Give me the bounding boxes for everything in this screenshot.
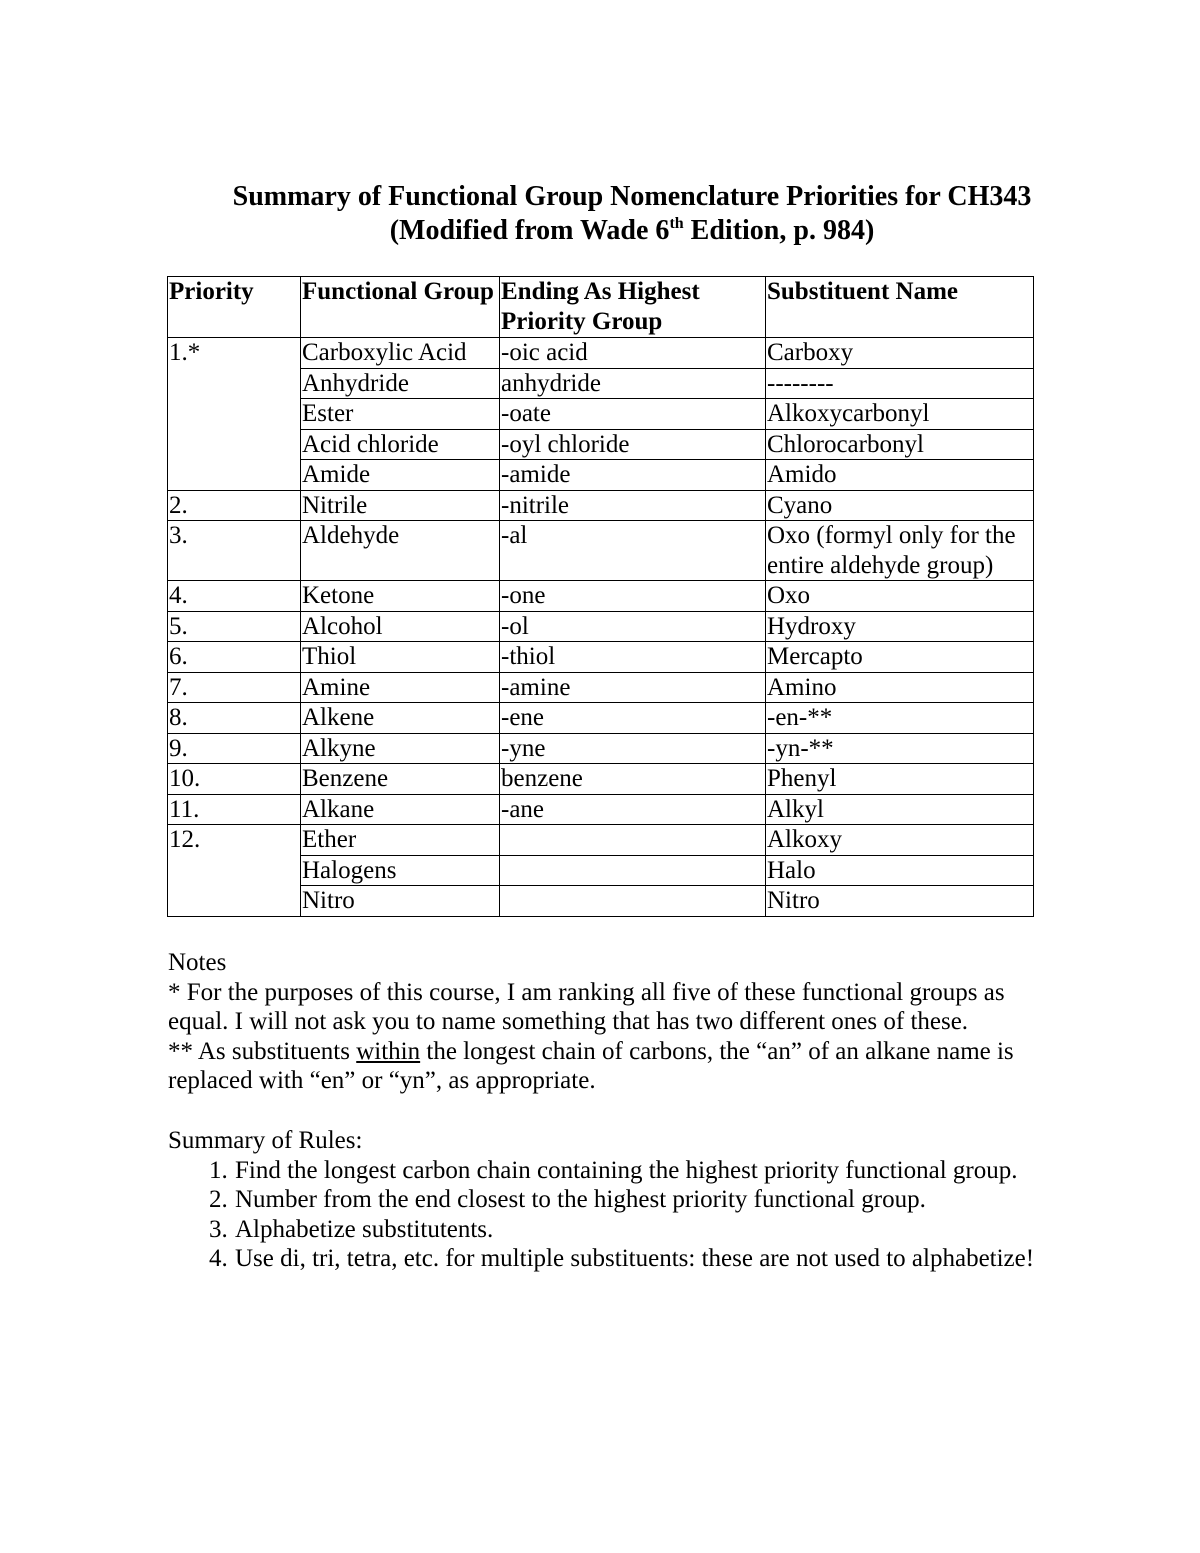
document-title — [0, 180, 1200, 248]
note-underlined-word: within — [356, 1037, 421, 1065]
functional-group-cell: Nitrile — [301, 490, 500, 521]
ending-cell: benzene — [500, 764, 766, 795]
table-row — [168, 338, 1034, 369]
table-row — [168, 521, 1034, 581]
substituent-cell: Cyano — [766, 490, 1034, 521]
substituent-cell: Hydroxy — [766, 611, 1034, 642]
priority-table — [167, 276, 1034, 917]
substituent-cell: Nitro — [766, 886, 1034, 917]
functional-group-cell: Amine — [301, 672, 500, 703]
rules-list — [168, 1156, 1088, 1274]
functional-group-cell: Halogens — [301, 855, 500, 886]
functional-group-cell: Nitro — [301, 886, 500, 917]
table-row — [168, 886, 1034, 917]
functional-group-cell: Thiol — [301, 642, 500, 673]
substituent-cell: Oxo — [766, 581, 1034, 612]
ending-cell: anhydride — [500, 368, 766, 399]
priority-cell: 12. — [168, 825, 301, 856]
table-row — [168, 642, 1034, 673]
ending-cell: -ane — [500, 794, 766, 825]
substituent-cell: Mercapto — [766, 642, 1034, 673]
ending-cell: -ol — [500, 611, 766, 642]
table-row — [168, 611, 1034, 642]
substituent-cell: Amido — [766, 460, 1034, 491]
ending-cell: -nitrile — [500, 490, 766, 521]
functional-group-cell: Amide — [301, 460, 500, 491]
table-row — [168, 764, 1034, 795]
table-row — [168, 703, 1034, 734]
priority-cell: 10. — [168, 764, 301, 795]
priority-cell: 3. — [168, 521, 301, 581]
ending-cell — [500, 886, 766, 917]
rule-item: 2. Number from the end closest to the highest priority functional group. — [234, 1185, 1088, 1215]
priority-cell — [168, 886, 301, 917]
ending-cell: -al — [500, 521, 766, 581]
substituent-cell: -yn-** — [766, 733, 1034, 764]
ending-cell: -amide — [500, 460, 766, 491]
note-single-asterisk: * For the purposes of this course, I am ranking all five of these functional groups as equal. I will not ask you to name something that has two different ones of these. — [168, 978, 1005, 1036]
functional-group-cell: Aldehyde — [301, 521, 500, 581]
priority-cell — [168, 460, 301, 491]
priority-cell: 6. — [168, 642, 301, 673]
functional-group-cell: Carboxylic Acid — [301, 338, 500, 369]
rules-section — [168, 1126, 1088, 1274]
title-line-1: Summary of Functional Group Nomenclature Priorities for CH343 — [232, 181, 1032, 212]
ending-cell — [500, 855, 766, 886]
functional-group-cell: Ether — [301, 825, 500, 856]
table-row — [168, 672, 1034, 703]
header-functional-group: Functional Group — [301, 277, 500, 338]
priority-cell: 4. — [168, 581, 301, 612]
ending-cell — [500, 825, 766, 856]
notes-heading: Notes — [168, 949, 227, 976]
ending-cell: -one — [500, 581, 766, 612]
functional-group-cell: Alcohol — [301, 611, 500, 642]
rule-item: 4. Use di, tri, tetra, etc. for multiple substituents: these are not used to alphabetize! — [234, 1244, 1088, 1274]
ending-cell: -ene — [500, 703, 766, 734]
table-header-row — [168, 277, 1034, 338]
substituent-cell: Alkoxycarbonyl — [766, 399, 1034, 430]
functional-group-cell: Alkyne — [301, 733, 500, 764]
note-double-asterisk-end: the longest chain of carbons, the “an” of an alkane name is replaced with “en” or “yn”, as appropriate. — [168, 1037, 1014, 1095]
ending-cell: -thiol — [500, 642, 766, 673]
table-row — [168, 429, 1034, 460]
substituent-cell: Amino — [766, 672, 1034, 703]
substituent-cell: Chlorocarbonyl — [766, 429, 1034, 460]
rule-item: 3. Alphabetize substitutents. — [234, 1215, 1088, 1245]
substituent-cell: Alkyl — [766, 794, 1034, 825]
table-row — [168, 368, 1034, 399]
priority-cell — [168, 399, 301, 430]
table-row — [168, 399, 1034, 430]
table-row — [168, 794, 1034, 825]
ending-cell: -oate — [500, 399, 766, 430]
notes-section — [168, 948, 1068, 1096]
table-row — [168, 733, 1034, 764]
table-row — [168, 825, 1034, 856]
priority-cell — [168, 368, 301, 399]
priority-cell: 5. — [168, 611, 301, 642]
ending-cell: -oyl chloride — [500, 429, 766, 460]
substituent-cell: -------- — [766, 368, 1034, 399]
title-superscript: th — [669, 215, 684, 232]
ending-cell: -yne — [500, 733, 766, 764]
substituent-cell: Alkoxy — [766, 825, 1034, 856]
title-line-2-start: (Modified from Wade 6 — [389, 215, 670, 246]
priority-cell: 9. — [168, 733, 301, 764]
table-row — [168, 855, 1034, 886]
table-row — [168, 460, 1034, 491]
priority-cell — [168, 429, 301, 460]
priority-cell: 8. — [168, 703, 301, 734]
rule-item: 1. Find the longest carbon chain containing the highest priority functional group. — [234, 1156, 1088, 1186]
priority-cell: 7. — [168, 672, 301, 703]
table-row — [168, 490, 1034, 521]
substituent-cell: Halo — [766, 855, 1034, 886]
title-line-2-end: Edition, p. 984) — [683, 215, 875, 246]
priority-cell: 2. — [168, 490, 301, 521]
ending-cell: -amine — [500, 672, 766, 703]
rules-heading: Summary of Rules: — [168, 1127, 363, 1154]
functional-group-cell: Alkene — [301, 703, 500, 734]
functional-group-cell: Ester — [301, 399, 500, 430]
substituent-cell: -en-** — [766, 703, 1034, 734]
functional-group-cell: Benzene — [301, 764, 500, 795]
header-ending: Ending As Highest Priority Group — [500, 277, 766, 338]
functional-group-cell: Ketone — [301, 581, 500, 612]
note-double-asterisk-start: ** As substituents — [168, 1037, 357, 1065]
header-priority: Priority — [168, 277, 301, 338]
functional-group-cell: Alkane — [301, 794, 500, 825]
ending-cell: -oic acid — [500, 338, 766, 369]
priority-cell: 1.* — [168, 338, 301, 369]
header-substituent: Substituent Name — [766, 277, 1034, 338]
substituent-cell: Oxo (formyl only for the entire aldehyde group) — [766, 521, 1034, 581]
title-line-2 — [0, 214, 1200, 248]
note-double-asterisk — [168, 1037, 1068, 1096]
substituent-cell: Carboxy — [766, 338, 1034, 369]
priority-cell: 11. — [168, 794, 301, 825]
priority-cell — [168, 855, 301, 886]
table-row — [168, 581, 1034, 612]
functional-group-cell: Anhydride — [301, 368, 500, 399]
functional-group-cell: Acid chloride — [301, 429, 500, 460]
substituent-cell: Phenyl — [766, 764, 1034, 795]
